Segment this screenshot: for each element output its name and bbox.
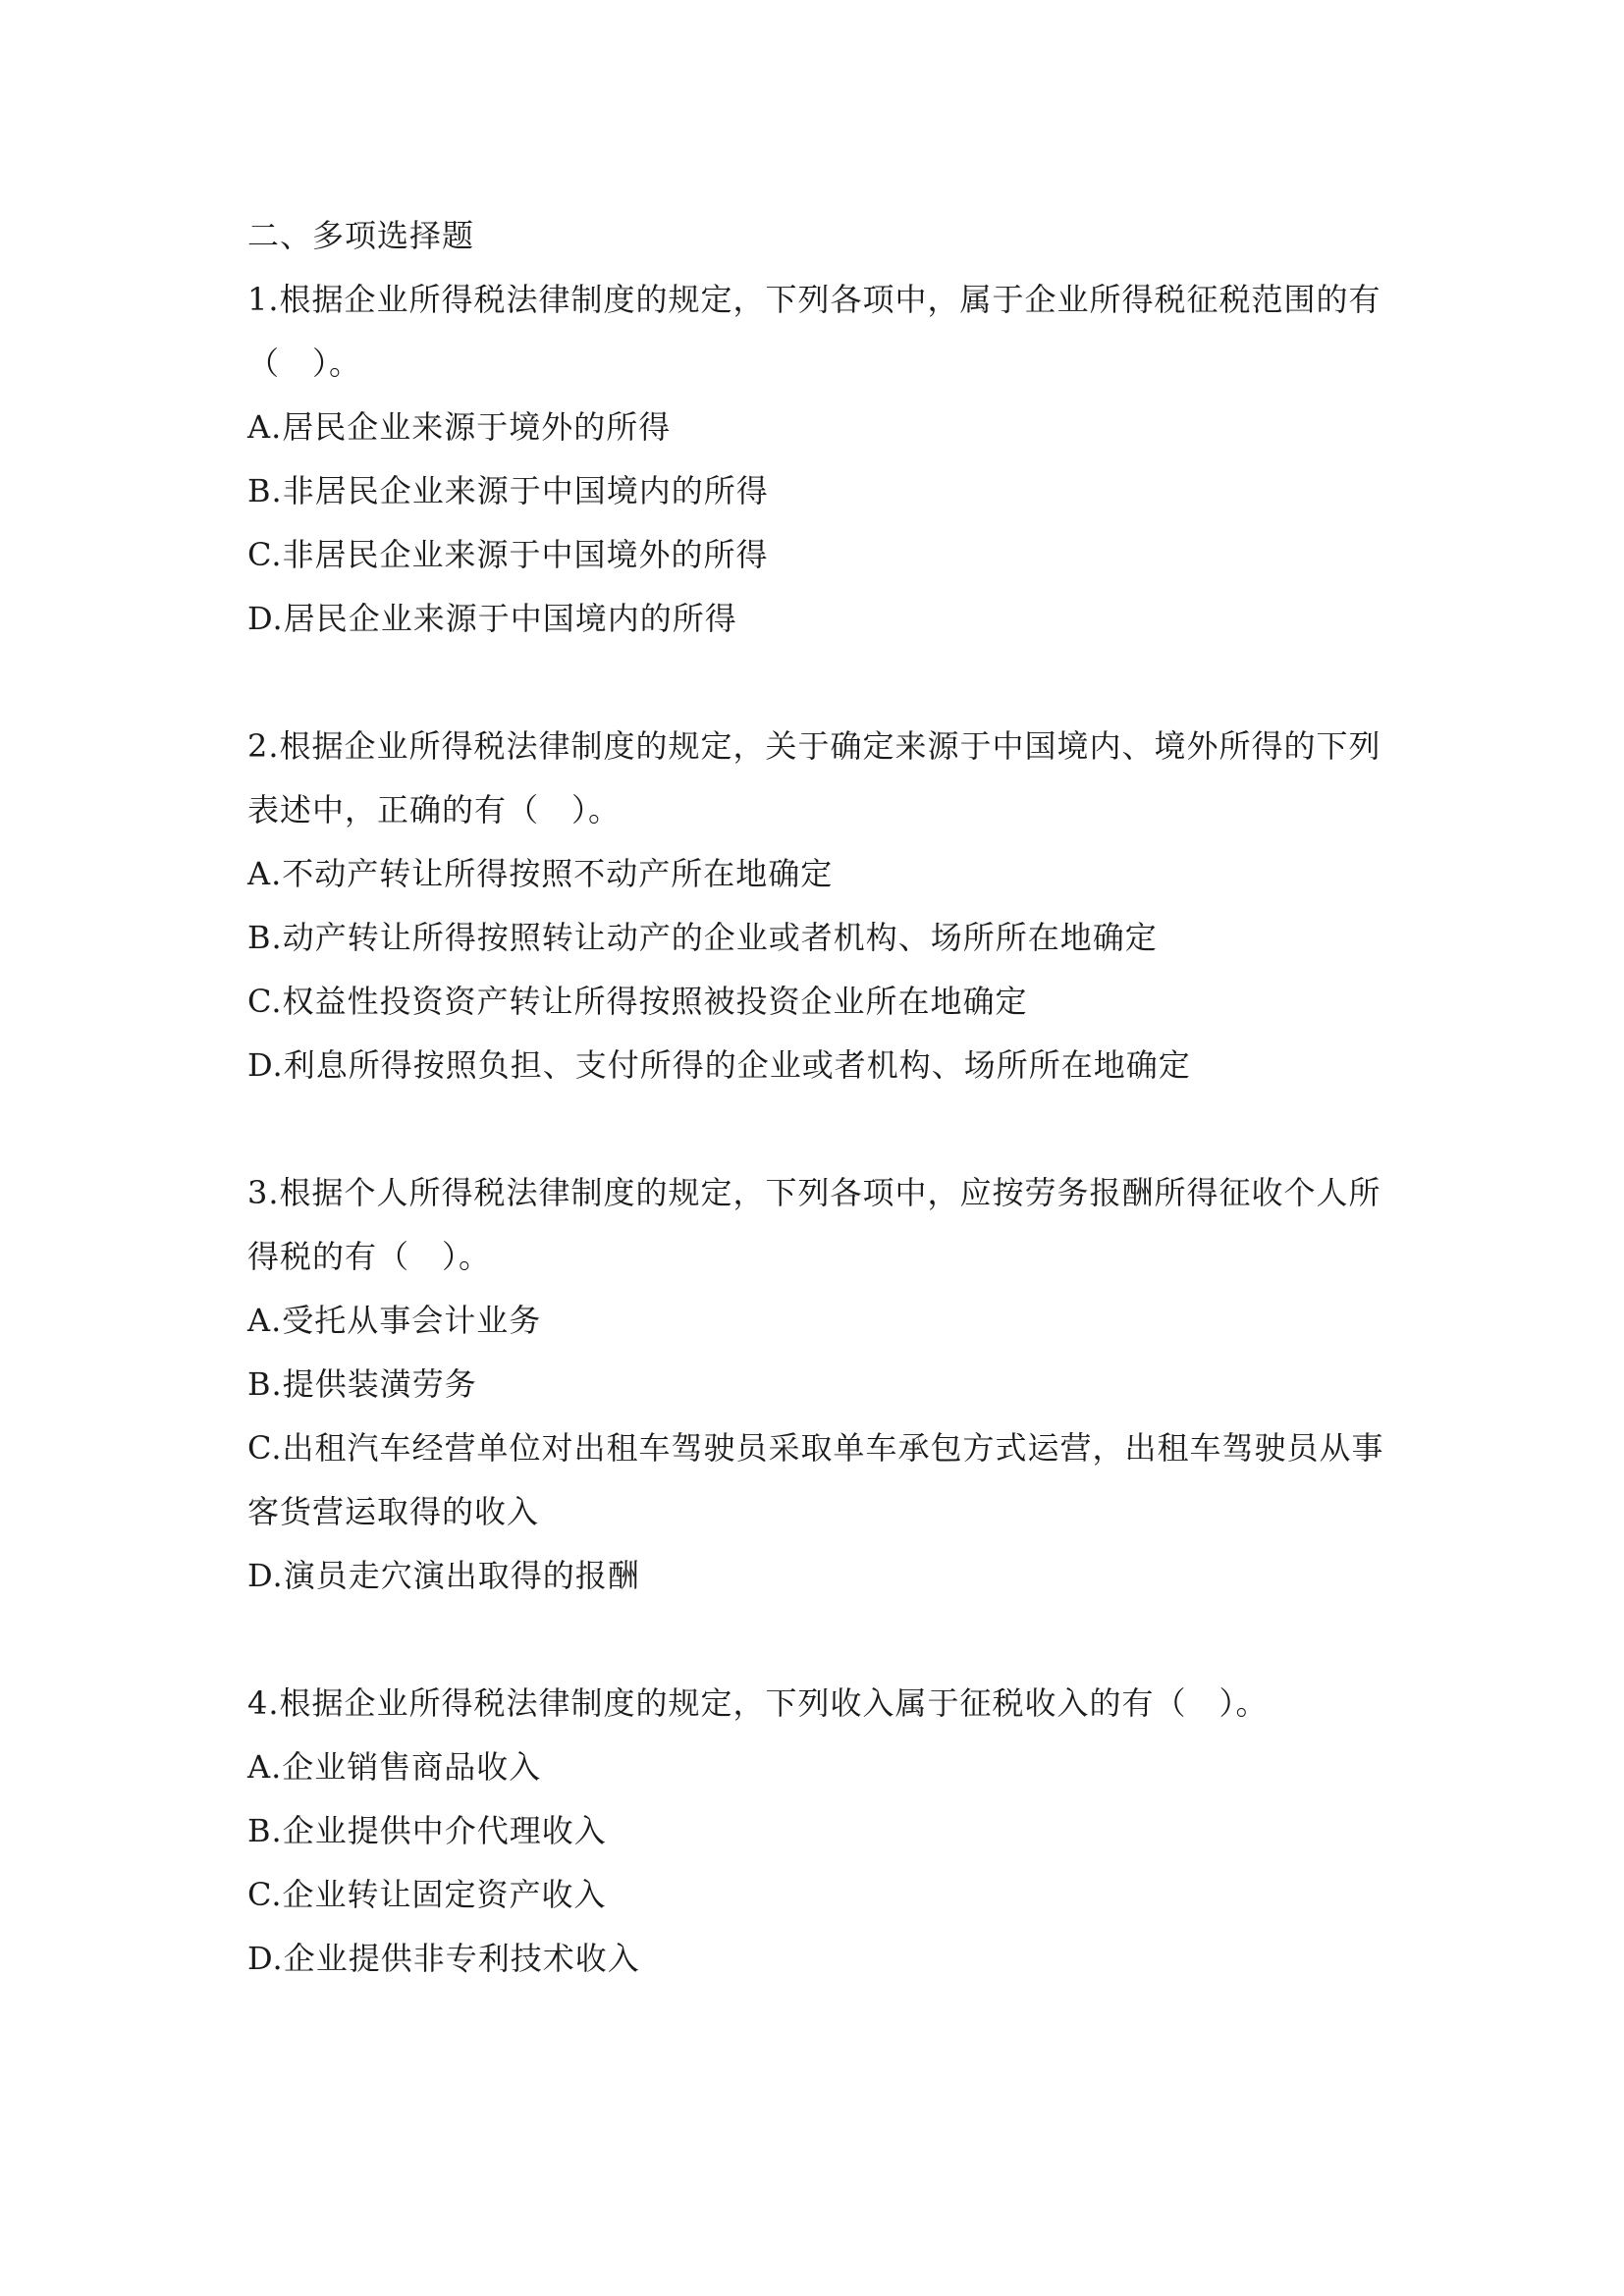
question-stem-line: （ ）。 bbox=[247, 345, 362, 382]
option-c-continued: 客货营运取得的收入 bbox=[247, 1493, 540, 1530]
question-3 bbox=[247, 1161, 1386, 1608]
option-b: B.提供装潢劳务 bbox=[247, 1365, 477, 1403]
option-a: A.不动产转让所得按照不动产所在地确定 bbox=[247, 855, 834, 892]
question-2 bbox=[247, 715, 1386, 1097]
option-b: B.非居民企业来源于中国境内的所得 bbox=[247, 472, 769, 509]
question-4 bbox=[247, 1672, 1386, 1991]
question-1 bbox=[247, 268, 1386, 651]
option-c: C.企业转让固定资产收入 bbox=[247, 1876, 607, 1913]
option-d: D.居民企业来源于中国境内的所得 bbox=[247, 600, 737, 637]
option-a: A.受托从事会计业务 bbox=[247, 1302, 542, 1339]
option-d: D.利息所得按照负担、支付所得的企业或者机构、场所所在地确定 bbox=[247, 1046, 1191, 1084]
question-stem-line: 得税的有（ ）。 bbox=[247, 1238, 492, 1275]
option-b: B.企业提供中介代理收入 bbox=[247, 1812, 607, 1849]
section-title: 二、多项选择题 bbox=[247, 217, 475, 254]
option-b: B.动产转让所得按照转让动产的企业或者机构、场所所在地确定 bbox=[247, 919, 1158, 956]
option-c: C.出租汽车经营单位对出租车驾驶员采取单车承包方式运营，出租车驾驶员从事 bbox=[247, 1429, 1384, 1467]
option-c: C.权益性投资资产转让所得按照被投资企业所在地确定 bbox=[247, 983, 1028, 1020]
question-stem-line: 表述中，正确的有（ ）。 bbox=[247, 791, 622, 828]
document-page bbox=[247, 204, 1386, 1991]
option-c: C.非居民企业来源于中国境外的所得 bbox=[247, 536, 769, 573]
question-stem-line: 3.根据个人所得税法律制度的规定，下列各项中，应按劳务报酬所得征收个人所 bbox=[247, 1174, 1381, 1211]
option-d: D.演员走穴演出取得的报酬 bbox=[247, 1557, 640, 1594]
question-stem-line: 1.根据企业所得税法律制度的规定，下列各项中，属于企业所得税征税范围的有 bbox=[247, 281, 1381, 318]
option-a: A.居民企业来源于境外的所得 bbox=[247, 408, 672, 446]
option-a: A.企业销售商品收入 bbox=[247, 1748, 542, 1786]
option-d: D.企业提供非专利技术收入 bbox=[247, 1940, 640, 1977]
question-stem-line: 4.根据企业所得税法律制度的规定，下列收入属于征税收入的有（ ）。 bbox=[247, 1684, 1269, 1722]
question-stem-line: 2.根据企业所得税法律制度的规定，关于确定来源于中国境内、境外所得的下列 bbox=[247, 727, 1381, 765]
